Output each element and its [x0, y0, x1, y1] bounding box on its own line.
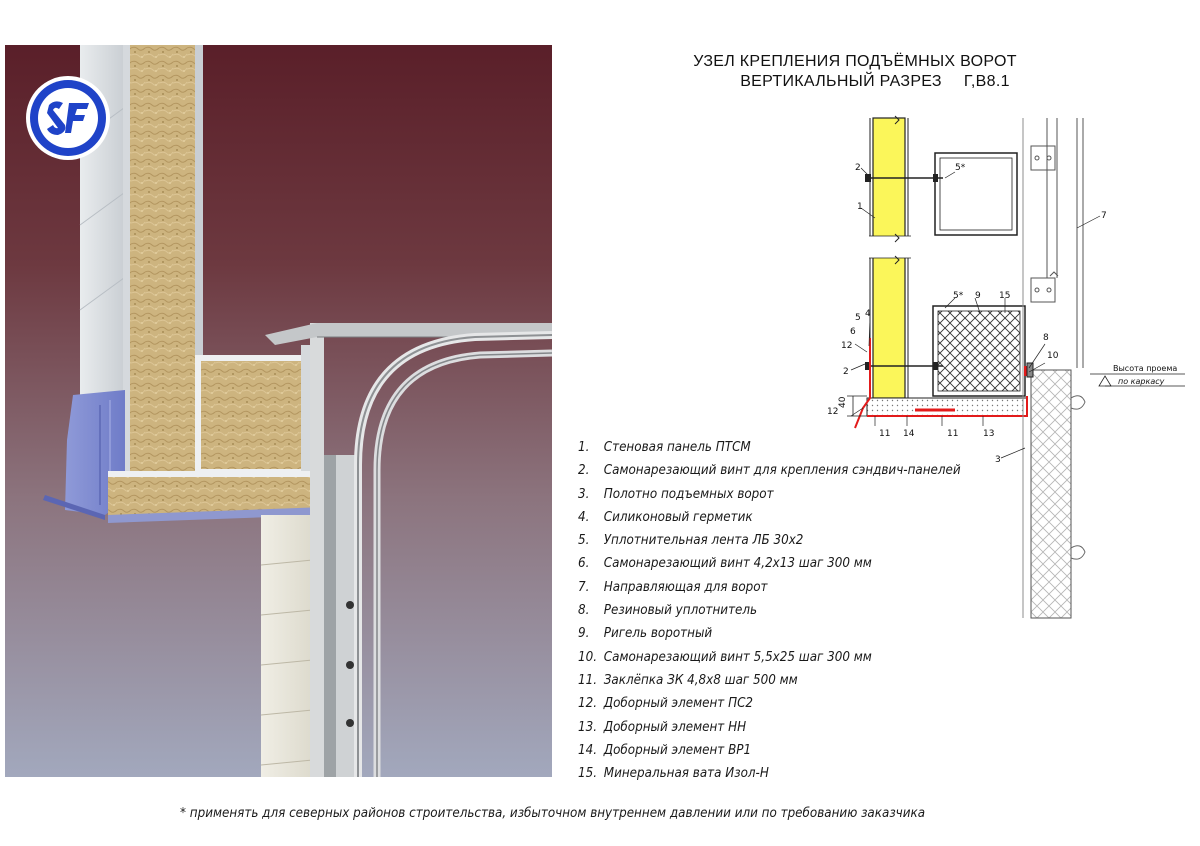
callout-3: 3: [995, 455, 1001, 465]
legend-item: 7. Направляющая для ворот: [578, 579, 768, 595]
callout-5: 5: [855, 313, 861, 323]
legend-item: 8. Резиновый уплотнитель: [578, 603, 758, 619]
opening-height-label-line2: по каркасу: [1118, 377, 1165, 386]
parts-legend: [578, 436, 961, 785]
drawing-title: [640, 52, 1070, 92]
legend-item: 1. Стеновая панель ПТСМ: [578, 440, 751, 455]
legend-item: 4. Силиконовый герметик: [578, 509, 753, 525]
callout-11-left: 11: [879, 429, 891, 439]
upper-steel-profile: [935, 153, 1017, 235]
callout-11-right: 11: [947, 429, 959, 439]
dimension-40-label: 40: [838, 396, 848, 408]
legend-item: 5. Уплотнительная лента ЛБ 30х2: [578, 533, 804, 549]
wall-panel-section: [869, 116, 911, 398]
callout-13: 13: [983, 429, 995, 439]
bottom-infill: [867, 398, 1027, 416]
callout-2-upper: 2: [855, 163, 861, 173]
callout-5-upper: 5*: [955, 163, 966, 173]
callout-2-lower: 2: [843, 367, 849, 377]
logo-emblem-icon: [25, 75, 111, 161]
callout-10: 10: [1047, 351, 1059, 361]
title-line-1: УЗЕЛ КРЕПЛЕНИЯ ПОДЪЁМНЫХ ВОРОТ: [693, 53, 1017, 70]
wall-insulation-core: [130, 45, 202, 475]
legend-item: 15. Минеральная вата Изол-Н: [578, 766, 769, 782]
callout-15: 15: [999, 291, 1011, 301]
legend-item: 14. Доборный элемент ВР1: [578, 742, 752, 758]
door-rigel-section: [933, 306, 1025, 396]
legend-item: 6. Самонарезающий винт 4,2х13 шаг 300 мм: [578, 556, 872, 572]
legend-item: 12. Доборный элемент ПС2: [578, 696, 754, 712]
door-leaf-section: [1027, 363, 1085, 618]
door-guide-post: [310, 323, 358, 777]
callout-6: 6: [850, 327, 856, 337]
legend-item: 3. Полотно подъемных ворот: [578, 486, 774, 502]
callout-4: 4: [865, 309, 871, 319]
callout-8: 8: [1043, 333, 1049, 343]
callout-5-lower: 5*: [953, 291, 964, 301]
door-lintel-beam: [195, 345, 321, 485]
callout-7: 7: [1101, 211, 1107, 221]
title-line-2: [640, 72, 1070, 92]
callout-12-upper: 12: [841, 341, 853, 351]
title-section-label: ВЕРТИКАЛЬНЫЙ РАЗРЕЗ: [740, 73, 942, 90]
drawing-code: Г,В8.1: [963, 73, 1010, 90]
footnote: * применять для северных районов строительства, избыточном внутреннем давлении или по требованию заказчика: [180, 806, 926, 821]
callout-14: 14: [903, 429, 915, 439]
opening-height-label-line1: Высота проема: [1113, 364, 1178, 373]
render-illustration: [5, 45, 552, 777]
legend-item: 11. Заклёпка ЗК 4,8х8 шаг 500 мм: [578, 672, 798, 688]
legend-item: 2. Самонарезающий винт для крепления сэндвич-панелей: [578, 463, 961, 479]
callout-12-lower: 12: [827, 407, 839, 417]
callout-9: 9: [975, 291, 981, 301]
legend-item: 13. Доборный элемент НН: [578, 719, 747, 735]
legend-item: 9. Ригель воротный: [578, 626, 713, 642]
callout-1: 1: [857, 202, 863, 212]
company-logo: [25, 75, 111, 161]
legend-item: 10. Самонарезающий винт 5,5х25 шаг 300 мм: [578, 649, 872, 665]
